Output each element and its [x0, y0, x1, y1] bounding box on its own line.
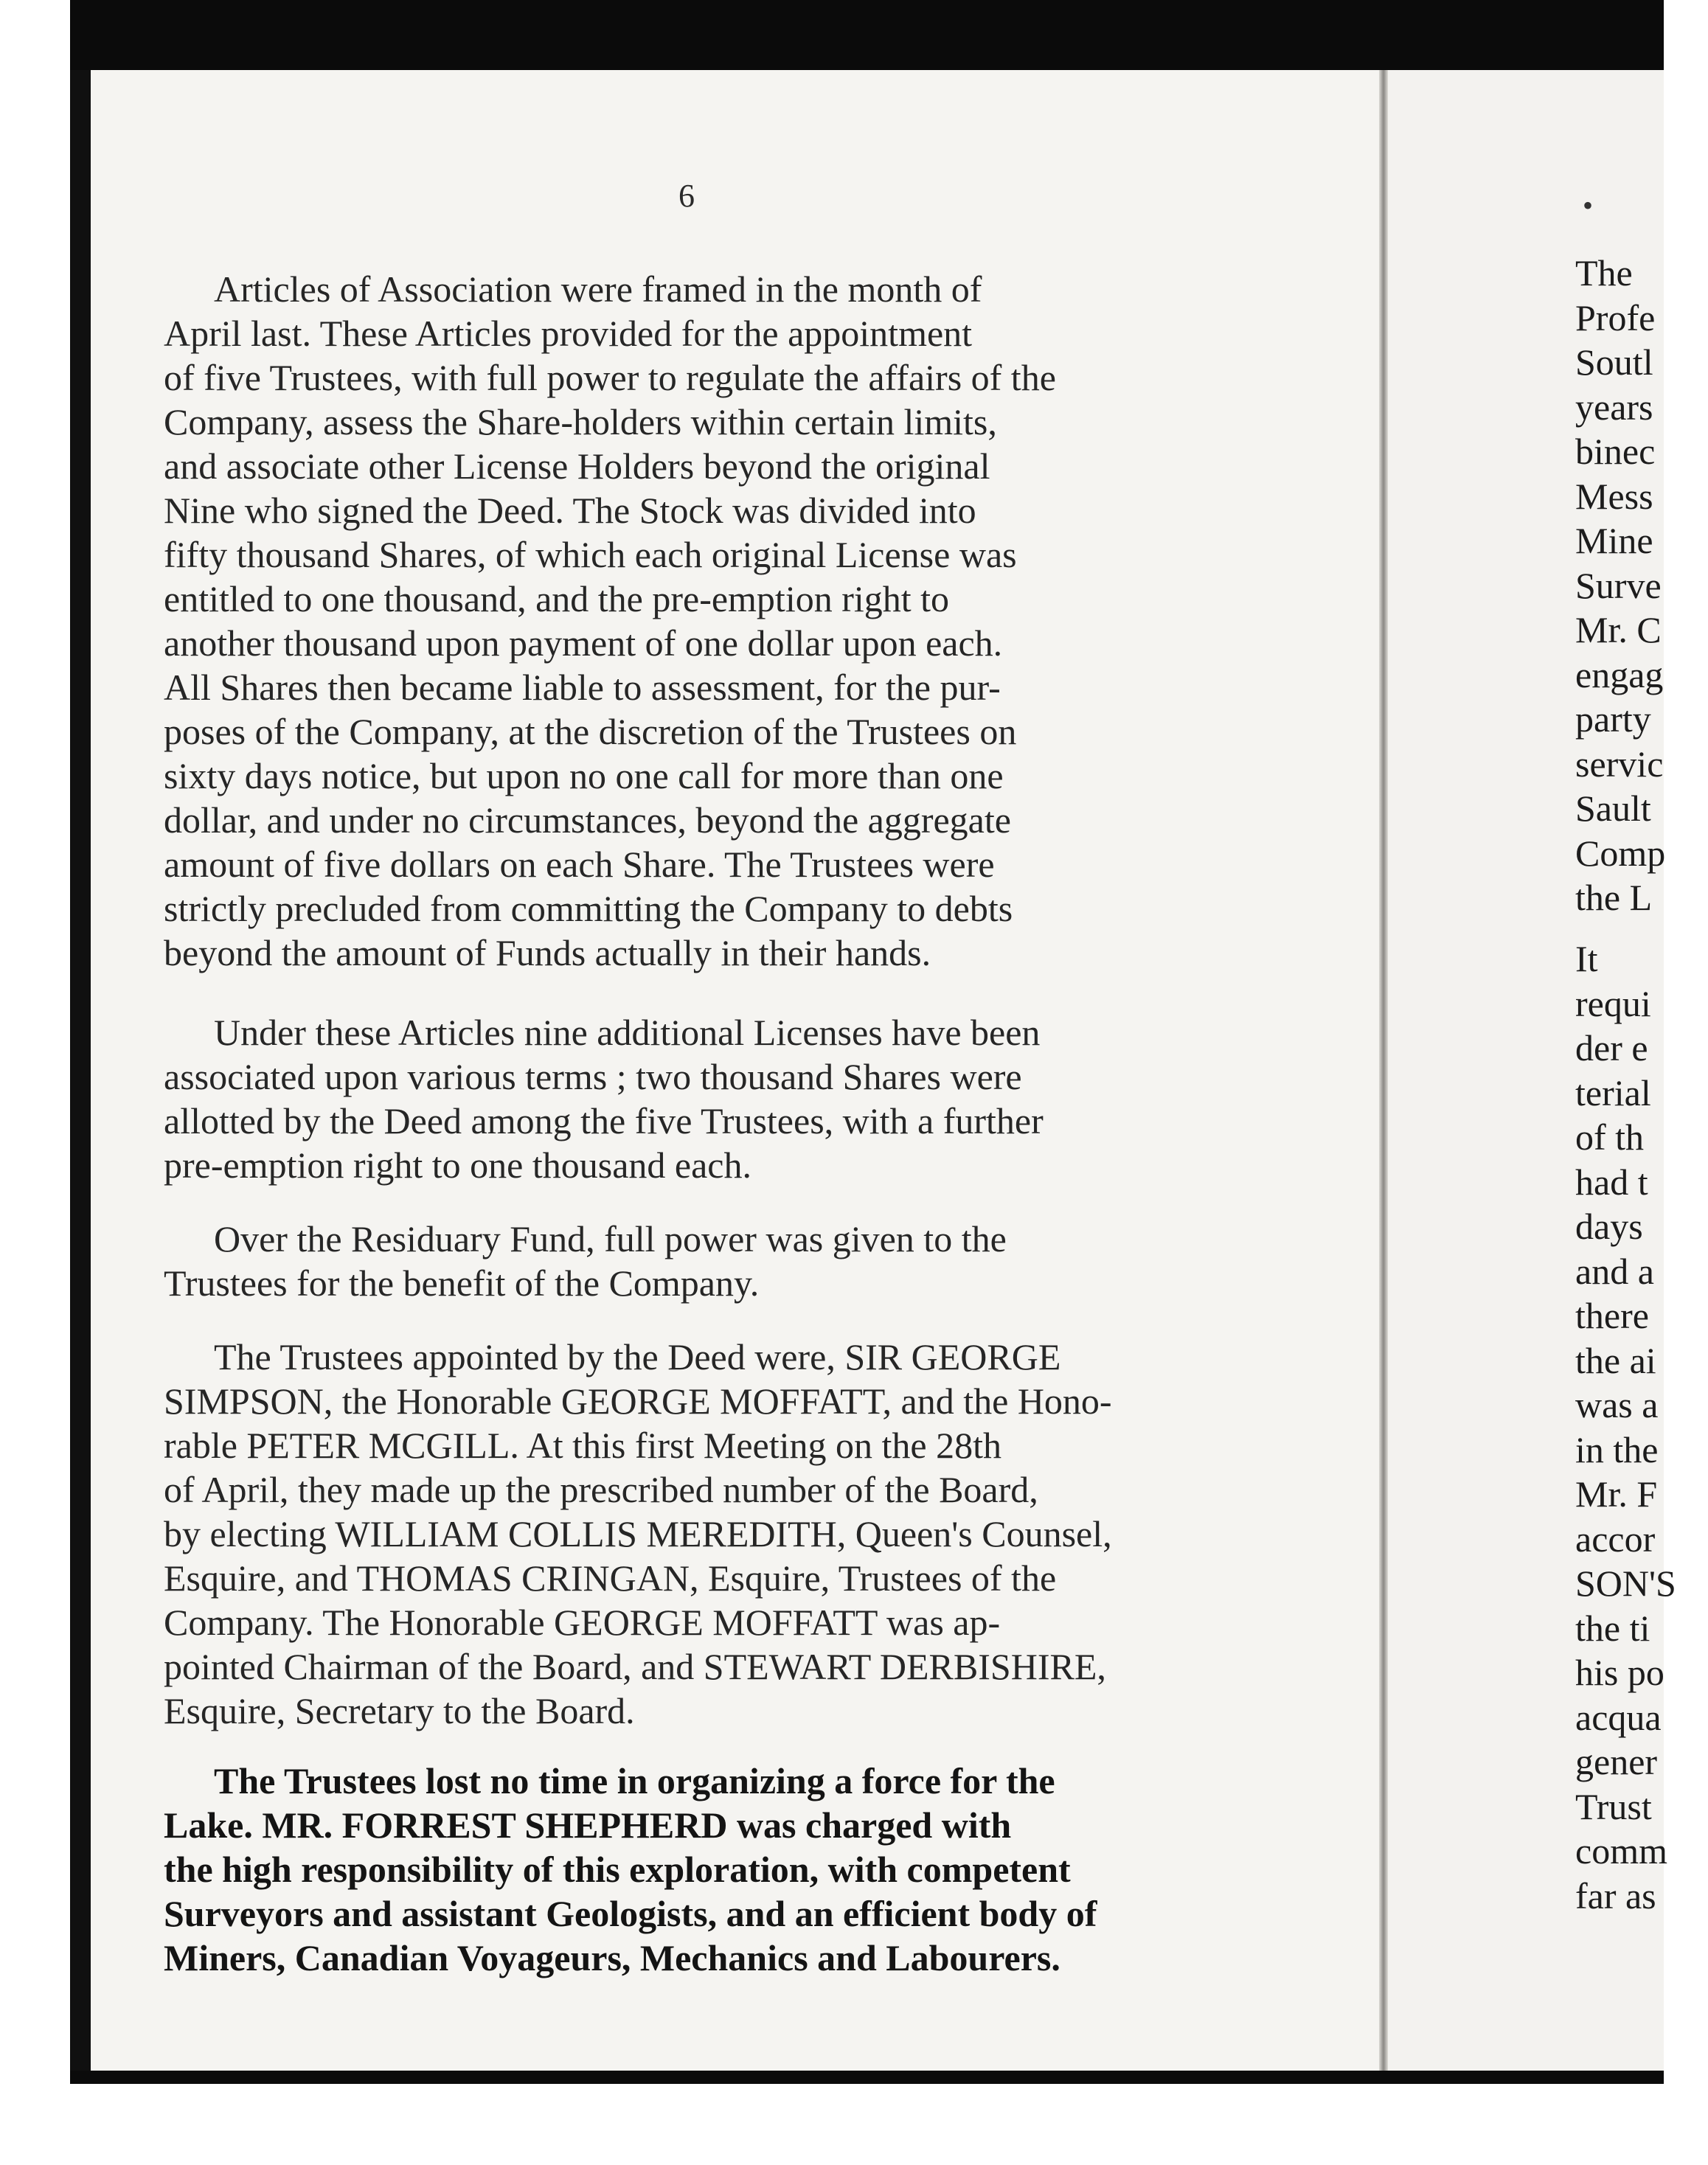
page-number: 6: [678, 178, 695, 214]
exploration-line: the high responsibility of this exploration, with competent: [164, 1849, 1071, 1890]
paragraph-residuary-fund: [164, 1217, 1208, 1305]
right-col-2-line: SON'S: [1575, 1563, 1676, 1604]
trustees-line: Esquire, Secretary to the Board.: [164, 1690, 635, 1731]
paragraph-exploration: [164, 1759, 1208, 1980]
right-col-1-line: servic: [1575, 743, 1664, 785]
licenses-line: allotted by the Deed among the five Trustees, with a further: [164, 1100, 1044, 1141]
articles-line: entitled to one thousand, and the pre-emption right to: [164, 578, 950, 619]
right-col-1-line: Soutl: [1575, 341, 1653, 383]
right-col-2-line: days: [1575, 1206, 1643, 1247]
licenses-line: Under these Articles nine additional Licenses have been: [214, 1012, 1041, 1053]
right-col-1-line: binec: [1575, 431, 1656, 472]
exploration-line: Surveyors and assistant Geologists, and an efficient body of: [164, 1893, 1097, 1934]
trustees-line: of April, they made up the prescribed number of the Board,: [164, 1469, 1038, 1510]
right-col-2-line: gener: [1575, 1741, 1658, 1782]
right-page-column-1: [1575, 251, 1708, 920]
right-col-1-line: Profe: [1575, 296, 1656, 338]
bottom-bar: [70, 2071, 1664, 2084]
paragraph-trustees: [164, 1335, 1208, 1733]
trustees-line: SIMPSON, the Honorable GEORGE MOFFATT, and the Hono-: [164, 1380, 1112, 1422]
articles-line: another thousand upon payment of one dollar upon each.: [164, 622, 1003, 664]
articles-line: sixty days notice, but upon no one call for more than one: [164, 755, 1004, 796]
right-col-2-line: his po: [1575, 1652, 1664, 1693]
trustees-line: Company. The Honorable GEORGE MOFFATT was ap-: [164, 1602, 1001, 1643]
articles-line: and associate other License Holders beyond the original: [164, 445, 990, 487]
right-col-2-line: Trust: [1575, 1785, 1652, 1827]
articles-line: Company, assess the Share-holders within certain limits,: [164, 401, 997, 442]
right-col-1-line: Mine: [1575, 520, 1653, 561]
trustees-line: rable PETER MCGILL. At this first Meeting on the 28th: [164, 1425, 1001, 1466]
right-col-2-line: acqua: [1575, 1696, 1662, 1738]
right-col-1-line: Mess: [1575, 475, 1653, 517]
right-col-2-line: far as: [1575, 1874, 1656, 1916]
articles-line: of five Trustees, with full power to regulate the affairs of the: [164, 357, 1056, 398]
right-col-1-line: Mr. C: [1575, 609, 1662, 650]
exploration-line: The Trustees lost no time in organizing a force for the: [214, 1760, 1055, 1801]
paragraph-licenses: [164, 1010, 1208, 1187]
licenses-line: associated upon various terms ; two thousand Shares were: [164, 1056, 1022, 1097]
right-col-2-line: comm: [1575, 1830, 1667, 1872]
right-page-mark: •: [1583, 189, 1594, 222]
right-col-2-line: Mr. F: [1575, 1473, 1658, 1515]
articles-line: dollar, and under no circumstances, beyond the aggregate: [164, 799, 1011, 841]
right-col-2-line: was a: [1575, 1384, 1659, 1425]
articles-line: All Shares then became liable to assessment, for the pur-: [164, 667, 1001, 708]
right-col-1-line: Sault: [1575, 788, 1651, 829]
right-col-2-line: the ai: [1575, 1339, 1656, 1381]
licenses-line: pre-emption right to one thousand each.: [164, 1144, 751, 1186]
right-col-2-line: and a: [1575, 1250, 1654, 1292]
paragraph-articles: [164, 267, 1208, 975]
right-col-2-line: had t: [1575, 1161, 1648, 1203]
articles-line: amount of five dollars on each Share. The Trustees were: [164, 844, 995, 885]
right-col-2-line: accor: [1575, 1518, 1656, 1560]
articles-line: Nine who signed the Deed. The Stock was divided into: [164, 490, 976, 531]
right-col-2-line: It: [1575, 938, 1598, 979]
articles-line: poses of the Company, at the discretion of the Trustees on: [164, 711, 1017, 752]
trustees-line: by electing WILLIAM COLLIS MEREDITH, Queen's Counsel,: [164, 1513, 1112, 1554]
right-col-2-line: of th: [1575, 1116, 1645, 1158]
page-gutter: [1379, 70, 1388, 2071]
right-col-2-line: terial: [1575, 1071, 1651, 1113]
right-col-1-line: engag: [1575, 653, 1664, 695]
articles-line: April last. These Articles provided for the appointment: [164, 313, 973, 354]
right-col-1-line: years: [1575, 386, 1653, 428]
articles-line: strictly precluded from committing the Company to debts: [164, 888, 1013, 929]
right-col-2-line: requi: [1575, 982, 1651, 1024]
articles-line: Articles of Association were framed in the month of: [214, 268, 982, 310]
right-col-2-line: there: [1575, 1295, 1649, 1336]
trustees-line: pointed Chairman of the Board, and STEWART DERBISHIRE,: [164, 1646, 1106, 1687]
articles-line: beyond the amount of Funds actually in their hands.: [164, 932, 931, 973]
exploration-line: Lake. MR. FORREST SHEPHERD was charged with: [164, 1804, 1012, 1846]
right-page-column-2: [1575, 936, 1708, 1918]
right-col-1-line: Surve: [1575, 564, 1662, 606]
residuary-line: Over the Residuary Fund, full power was given to the: [214, 1218, 1007, 1259]
right-col-1-line: party: [1575, 698, 1651, 740]
exploration-line: Miners, Canadian Voyageurs, Mechanics and Labourers.: [164, 1937, 1060, 1978]
margin-left: [0, 0, 70, 2165]
right-col-2-line: the ti: [1575, 1607, 1650, 1649]
residuary-line: Trustees for the benefit of the Company.: [164, 1262, 760, 1304]
scan-border-bottom: [70, 2071, 1664, 2165]
right-col-1-line: The: [1575, 252, 1633, 293]
scan-border-top: [70, 0, 1664, 70]
right-col-2-line: der e: [1575, 1027, 1648, 1068]
trustees-line: Esquire, and THOMAS CRINGAN, Esquire, Trustees of the: [164, 1557, 1057, 1599]
right-col-1-line: Comp: [1575, 832, 1666, 874]
right-col-2-line: in the: [1575, 1428, 1659, 1470]
trustees-line: The Trustees appointed by the Deed were, SIR GEORGE: [214, 1336, 1061, 1377]
right-col-1-line: the L: [1575, 877, 1653, 918]
scan-border-left: [70, 70, 91, 2079]
articles-line: fifty thousand Shares, of which each original License was: [164, 534, 1017, 575]
